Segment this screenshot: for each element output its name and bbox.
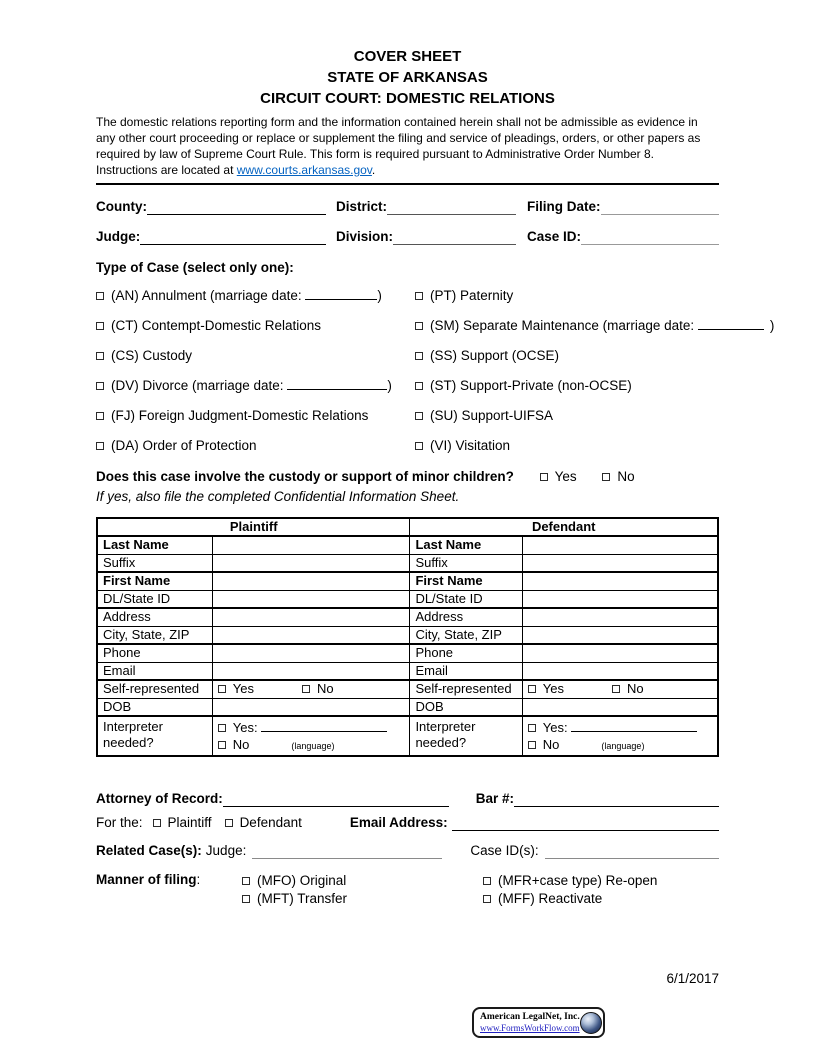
table-row-last-name bbox=[97, 536, 718, 554]
form-title-block bbox=[96, 46, 719, 109]
case-info-row-1 bbox=[96, 196, 719, 215]
table-row-address bbox=[97, 608, 718, 626]
case-type-row bbox=[96, 347, 719, 365]
courts-website-link[interactable]: www.courts.arkansas.gov bbox=[236, 163, 372, 177]
defendant-last-name-label: Last Name bbox=[410, 536, 522, 554]
table-row-dob bbox=[97, 698, 718, 716]
case-id-label: Case ID: bbox=[527, 229, 582, 244]
mfo-label: (MFO) Original bbox=[257, 873, 347, 888]
manner-column-left bbox=[242, 872, 483, 908]
case-type-cs bbox=[96, 347, 415, 365]
mfr-option bbox=[483, 872, 719, 890]
defendant-dob-field[interactable] bbox=[522, 698, 718, 716]
division-input-blank[interactable] bbox=[393, 230, 516, 245]
party-table bbox=[96, 517, 719, 757]
plaintiff-interpreter-yes-label: Yes: bbox=[232, 720, 258, 735]
table-row-phone bbox=[97, 644, 718, 662]
filing-date-input-blank[interactable] bbox=[601, 200, 720, 215]
related-cases-label: Related Case(s): bbox=[96, 843, 202, 858]
case-type-vi bbox=[415, 437, 510, 455]
plaintiff-email-label: Email bbox=[97, 662, 212, 680]
table-row-city-state-zip bbox=[97, 626, 718, 644]
children-question-row bbox=[96, 467, 719, 486]
division-label: Division: bbox=[336, 229, 394, 244]
mfr-label: (MFR+case type) Re-open bbox=[498, 873, 658, 888]
defendant-suffix-field[interactable] bbox=[522, 554, 718, 572]
mft-label: (MFT) Transfer bbox=[257, 891, 347, 906]
plaintiff-email-field[interactable] bbox=[212, 662, 410, 680]
children-no-checkbox[interactable] bbox=[602, 473, 610, 481]
case-type-dv bbox=[96, 377, 415, 395]
related-cases-row bbox=[96, 840, 719, 859]
mft-checkbox[interactable] bbox=[242, 895, 250, 903]
case-type-ss bbox=[415, 347, 559, 365]
ct-label: (CT) Contempt-Domestic Relations bbox=[111, 318, 322, 333]
bar-number-label: Bar #: bbox=[475, 791, 515, 806]
fj-label: (FJ) Foreign Judgment-Domestic Relations bbox=[111, 408, 369, 423]
dv-checkbox[interactable] bbox=[96, 382, 104, 390]
mfo-checkbox[interactable] bbox=[242, 877, 250, 885]
plaintiff-dob-field[interactable] bbox=[212, 698, 410, 716]
email-address-label: Email Address: bbox=[349, 815, 448, 830]
table-row-interpreter bbox=[97, 716, 718, 756]
sm-checkbox[interactable] bbox=[415, 322, 423, 330]
st-label: (ST) Support-Private (non-OCSE) bbox=[430, 378, 632, 393]
plaintiff-language-note: (language) bbox=[291, 741, 335, 751]
plaintiff-city-label: City, State, ZIP bbox=[97, 626, 212, 644]
mff-option bbox=[483, 890, 719, 908]
defendant-email-field[interactable] bbox=[522, 662, 718, 680]
filing-date-label: Filing Date: bbox=[527, 199, 601, 214]
children-yes-checkbox[interactable] bbox=[540, 473, 548, 481]
case-type-row bbox=[96, 377, 719, 395]
case-type-fj bbox=[96, 407, 415, 425]
table-row-first-name bbox=[97, 572, 718, 590]
sm-label: (SM) Separate Maintenance (marriage date: bbox=[430, 318, 698, 333]
defendant-dl-field[interactable] bbox=[522, 590, 718, 608]
type-of-case-list bbox=[96, 287, 775, 455]
defendant-interpreter-no-label: No bbox=[542, 737, 560, 752]
da-checkbox[interactable] bbox=[96, 442, 104, 450]
manner-label-text: Manner of filing bbox=[96, 872, 197, 887]
manner-label-colon: : bbox=[196, 872, 201, 887]
dv-marriage-date-blank[interactable] bbox=[287, 377, 387, 390]
plaintiff-suffix-label: Suffix bbox=[97, 554, 212, 572]
defendant-interpreter-field bbox=[522, 716, 718, 756]
su-label: (SU) Support-UIFSA bbox=[430, 408, 554, 423]
children-yes-label: Yes bbox=[554, 469, 577, 484]
case-type-row bbox=[96, 437, 719, 455]
case-id-field bbox=[527, 226, 719, 245]
children-no-label: No bbox=[617, 469, 635, 484]
related-case-ids-blank[interactable] bbox=[545, 844, 719, 859]
attorney-row bbox=[96, 788, 719, 807]
for-plaintiff-option bbox=[153, 814, 212, 831]
ss-label: (SS) Support (OCSE) bbox=[430, 348, 560, 363]
st-checkbox[interactable] bbox=[415, 382, 423, 390]
division-field bbox=[336, 226, 516, 245]
plaintiff-first-name-field[interactable] bbox=[212, 572, 410, 590]
case-type-da bbox=[96, 437, 415, 455]
related-judge-blank[interactable] bbox=[252, 844, 442, 859]
district-input-blank[interactable] bbox=[387, 200, 516, 215]
bar-number-blank[interactable] bbox=[514, 792, 719, 807]
defendant-address-label: Address bbox=[410, 608, 522, 626]
intro-period: . bbox=[371, 163, 376, 177]
cs-label: (CS) Custody bbox=[111, 348, 193, 363]
title-line-3: CIRCUIT COURT: DOMESTIC RELATIONS bbox=[260, 90, 555, 107]
mfo-option bbox=[242, 872, 483, 890]
confidential-sheet-note: If yes, also file the completed Confidential Information Sheet. bbox=[96, 489, 460, 504]
an-checkbox[interactable] bbox=[96, 292, 104, 300]
table-row-self-represented bbox=[97, 680, 718, 698]
defendant-selfrep-yes-checkbox[interactable] bbox=[528, 685, 536, 693]
for-plaintiff-checkbox[interactable] bbox=[153, 819, 161, 827]
an-label: (AN) Annulment (marriage date: bbox=[111, 288, 306, 303]
filing-date-field bbox=[527, 196, 719, 215]
plaintiff-interpreter-no-line bbox=[218, 736, 405, 753]
plaintiff-selfrep-no-label: No bbox=[317, 681, 334, 697]
case-type-pt bbox=[415, 287, 513, 305]
attorney-section bbox=[96, 788, 719, 908]
plaintiff-dob-label: DOB bbox=[97, 698, 212, 716]
title-line-1: COVER SHEET bbox=[353, 48, 462, 65]
case-type-row bbox=[96, 407, 719, 425]
defendant-interpreter-yes-label: Yes: bbox=[542, 720, 568, 735]
defendant-city-label: City, State, ZIP bbox=[410, 626, 522, 644]
defendant-interpreter-no-checkbox[interactable] bbox=[528, 741, 536, 749]
related-judge-label: Judge: bbox=[205, 843, 247, 858]
mff-label: (MFF) Reactivate bbox=[498, 891, 603, 906]
plaintiff-interpreter-no-checkbox[interactable] bbox=[218, 741, 226, 749]
for-defendant-checkbox[interactable] bbox=[225, 819, 233, 827]
defendant-phone-label: Phone bbox=[410, 644, 522, 662]
case-type-an bbox=[96, 287, 415, 305]
pt-label: (PT) Paternity bbox=[430, 288, 514, 303]
ct-checkbox[interactable] bbox=[96, 322, 104, 330]
defendant-city-field[interactable] bbox=[522, 626, 718, 644]
defendant-interpreter-yes-checkbox[interactable] bbox=[528, 724, 536, 732]
defendant-interpreter-language-blank[interactable] bbox=[571, 720, 697, 732]
children-yes-option bbox=[540, 469, 577, 484]
for-defendant-option bbox=[225, 814, 302, 831]
defendant-interpreter-yes-line bbox=[528, 719, 712, 736]
children-no-option bbox=[602, 469, 634, 484]
ss-checkbox[interactable] bbox=[415, 352, 423, 360]
for-the-label: For the: bbox=[96, 815, 143, 830]
mfr-checkbox[interactable] bbox=[483, 877, 491, 885]
children-question: Does this case involve the custody or support of minor children? bbox=[96, 469, 514, 484]
vi-checkbox[interactable] bbox=[415, 442, 423, 450]
party-table-header-row bbox=[97, 518, 718, 536]
defendant-selfrep-field bbox=[522, 680, 718, 698]
plaintiff-interpreter-yes-line bbox=[218, 719, 405, 736]
intro-text: The domestic relations reporting form and the information contained herein shall not be admissible as evidence in any other court proceeding or replace or supplement the filing and service of pleadings, orders, or other papers as required by law of Supreme Court Rule. This form is required pursuant to Administrative Order Number 8. Instructions are located at bbox=[96, 115, 701, 177]
county-input-blank[interactable] bbox=[147, 200, 326, 215]
plaintiff-selfrep-label: Self-represented bbox=[97, 680, 212, 698]
an-suffix: ) bbox=[377, 288, 382, 303]
defendant-last-name-field[interactable] bbox=[522, 536, 718, 554]
manner-of-filing-label bbox=[96, 872, 242, 908]
case-type-row bbox=[96, 287, 719, 305]
logo-website-link[interactable]: www.FormsWorkFlow.com bbox=[480, 1023, 580, 1033]
plaintiff-last-name-field[interactable] bbox=[212, 536, 410, 554]
for-defendant-label: Defendant bbox=[239, 815, 302, 830]
defendant-suffix-label: Suffix bbox=[410, 554, 522, 572]
defendant-selfrep-yes-label: Yes bbox=[542, 681, 564, 697]
revision-date: 6/1/2017 bbox=[666, 971, 719, 986]
plaintiff-first-name-label: First Name bbox=[97, 572, 212, 590]
fj-checkbox[interactable] bbox=[96, 412, 104, 420]
attorney-of-record-label: Attorney of Record: bbox=[96, 791, 223, 806]
plaintiff-header: Plaintiff bbox=[97, 518, 410, 536]
defendant-address-field[interactable] bbox=[522, 608, 718, 626]
attorney-name-blank[interactable] bbox=[223, 792, 449, 807]
dv-suffix: ) bbox=[387, 378, 392, 393]
plaintiff-interpreter-field bbox=[212, 716, 410, 756]
plaintiff-selfrep-field bbox=[212, 680, 410, 698]
case-type-row bbox=[96, 317, 775, 335]
plaintiff-selfrep-yes-label: Yes bbox=[232, 681, 255, 697]
plaintiff-phone-field[interactable] bbox=[212, 644, 410, 662]
email-address-blank[interactable] bbox=[452, 816, 719, 831]
type-of-case-heading: Type of Case (select only one): bbox=[96, 260, 294, 275]
plaintiff-city-field[interactable] bbox=[212, 626, 410, 644]
related-case-ids-label: Case ID(s): bbox=[470, 843, 539, 858]
for-the-row bbox=[96, 812, 719, 831]
case-id-input-blank[interactable] bbox=[581, 230, 719, 245]
intro-paragraph bbox=[96, 114, 712, 178]
form-content bbox=[96, 0, 775, 908]
plaintiff-suffix-field[interactable] bbox=[212, 554, 410, 572]
manner-of-filing-row bbox=[96, 872, 719, 908]
case-type-sm bbox=[415, 317, 774, 335]
defendant-dl-label: DL/State ID bbox=[410, 590, 522, 608]
globe-icon bbox=[580, 1012, 602, 1034]
defendant-interpreter-no-line bbox=[528, 736, 712, 753]
dv-label: (DV) Divorce (marriage date: bbox=[111, 378, 288, 393]
plaintiff-phone-label: Phone bbox=[97, 644, 212, 662]
american-legalnet-logo bbox=[472, 1007, 605, 1038]
logo-text-block bbox=[480, 1012, 580, 1033]
district-label: District: bbox=[336, 199, 388, 214]
sm-suffix: ) bbox=[769, 318, 775, 333]
defendant-selfrep-label: Self-represented bbox=[410, 680, 522, 698]
an-marriage-date-blank[interactable] bbox=[305, 287, 377, 300]
title-line-2: STATE OF ARKANSAS bbox=[327, 69, 488, 86]
plaintiff-selfrep-no-checkbox[interactable] bbox=[302, 685, 310, 693]
defendant-dob-label: DOB bbox=[410, 698, 522, 716]
judge-label: Judge: bbox=[96, 229, 141, 244]
plaintiff-address-field[interactable] bbox=[212, 608, 410, 626]
defendant-header: Defendant bbox=[410, 518, 718, 536]
case-type-ct bbox=[96, 317, 415, 335]
sm-marriage-date-blank[interactable] bbox=[698, 317, 764, 330]
judge-input-blank[interactable] bbox=[140, 230, 326, 245]
header-divider bbox=[96, 183, 719, 185]
plaintiff-selfrep-yes-checkbox[interactable] bbox=[218, 685, 226, 693]
plaintiff-interpreter-no-label: No bbox=[232, 737, 250, 752]
logo-company-name: American LegalNet, Inc. bbox=[480, 1012, 580, 1022]
district-field bbox=[336, 196, 516, 215]
cs-checkbox[interactable] bbox=[96, 352, 104, 360]
table-row-email bbox=[97, 662, 718, 680]
plaintiff-interpreter-label: Interpreter needed? bbox=[97, 716, 212, 756]
mff-checkbox[interactable] bbox=[483, 895, 491, 903]
defendant-first-name-label: First Name bbox=[410, 572, 522, 590]
plaintiff-address-label: Address bbox=[97, 608, 212, 626]
defendant-email-label: Email bbox=[410, 662, 522, 680]
county-label: County: bbox=[96, 199, 147, 214]
plaintiff-dl-label: DL/State ID bbox=[97, 590, 212, 608]
table-row-dl-state-id bbox=[97, 590, 718, 608]
pt-checkbox[interactable] bbox=[415, 292, 423, 300]
defendant-first-name-field[interactable] bbox=[522, 572, 718, 590]
plaintiff-interpreter-language-blank[interactable] bbox=[261, 720, 387, 732]
case-type-st bbox=[415, 377, 632, 395]
plaintiff-last-name-label: Last Name bbox=[97, 536, 212, 554]
da-label: (DA) Order of Protection bbox=[111, 438, 257, 453]
defendant-phone-field[interactable] bbox=[522, 644, 718, 662]
defendant-interpreter-label: Interpreter needed? bbox=[410, 716, 522, 756]
plaintiff-dl-field[interactable] bbox=[212, 590, 410, 608]
for-plaintiff-label: Plaintiff bbox=[167, 815, 212, 830]
case-type-su bbox=[415, 407, 553, 425]
table-row-suffix bbox=[97, 554, 718, 572]
su-checkbox[interactable] bbox=[415, 412, 423, 420]
defendant-language-note: (language) bbox=[601, 741, 645, 751]
manner-column-right bbox=[483, 872, 719, 908]
county-field bbox=[96, 196, 326, 215]
case-info-row-2 bbox=[96, 226, 719, 245]
plaintiff-interpreter-yes-checkbox[interactable] bbox=[218, 724, 226, 732]
vi-label: (VI) Visitation bbox=[430, 438, 511, 453]
defendant-selfrep-no-checkbox[interactable] bbox=[612, 685, 620, 693]
mft-option bbox=[242, 890, 483, 908]
judge-field bbox=[96, 226, 326, 245]
defendant-selfrep-no-label: No bbox=[627, 681, 644, 697]
